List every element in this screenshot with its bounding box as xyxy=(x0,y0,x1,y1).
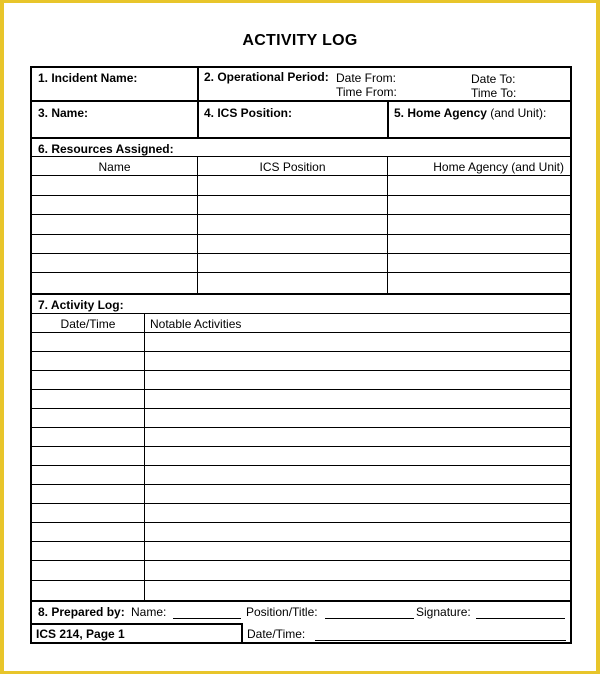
datetime-label: Date/Time: xyxy=(247,627,306,641)
home-agency-label xyxy=(394,106,546,120)
operational-period-label: 2. Operational Period: xyxy=(204,70,329,84)
resources-heading-rule xyxy=(32,156,570,157)
incident-name-label: 1. Incident Name: xyxy=(38,71,138,85)
name-label: 3. Name: xyxy=(38,106,89,120)
activity-log-heading: 7. Activity Log: xyxy=(38,298,124,312)
footer-id-divider xyxy=(241,623,243,642)
resources-col-ics-position: ICS Position xyxy=(259,160,326,174)
activity-row-rule xyxy=(32,427,570,428)
resources-row-rule xyxy=(32,195,570,196)
activity-col-datetime: Date/Time xyxy=(60,317,116,331)
resources-bottom xyxy=(32,293,570,295)
form-title: ACTIVITY LOG xyxy=(242,32,358,49)
row2-divider-a xyxy=(197,100,199,137)
ics-position-label: 4. ICS Position: xyxy=(204,106,293,120)
resources-row-rule xyxy=(32,272,570,273)
prepared-name-field[interactable] xyxy=(173,618,241,619)
signature-label: Signature: xyxy=(416,605,471,619)
home-agency-label-rest: (and Unit): xyxy=(490,106,547,120)
activity-bottom xyxy=(32,600,570,602)
activity-row-rule xyxy=(32,446,570,447)
activity-row-rule xyxy=(32,522,570,523)
row1-bottom xyxy=(32,100,570,102)
datetime-field[interactable] xyxy=(315,640,566,641)
resources-row-rule xyxy=(32,214,570,215)
prepared-name-label: Name: xyxy=(131,605,167,619)
position-title-label: Position/Title: xyxy=(246,605,318,619)
activity-log-heading-rule xyxy=(32,313,570,314)
row1-divider xyxy=(197,68,199,100)
time-from-label: Time From: xyxy=(336,85,397,99)
activity-row-rule xyxy=(32,484,570,485)
row2-bottom xyxy=(32,137,570,139)
row2-divider-b xyxy=(387,100,389,137)
signature-field[interactable] xyxy=(476,618,565,619)
activity-log-form xyxy=(30,66,572,644)
resources-heading: 6. Resources Assigned: xyxy=(38,142,174,156)
activity-row-rule xyxy=(32,408,570,409)
home-agency-label-bold: 5. Home Agency xyxy=(394,106,487,120)
activity-row-rule xyxy=(32,503,570,504)
prepared-by-label: 8. Prepared by: xyxy=(38,605,125,619)
position-title-field[interactable] xyxy=(325,618,414,619)
activity-row-rule xyxy=(32,580,570,581)
activity-col-notable: Notable Activities xyxy=(150,317,242,331)
resources-col-home-agency: Home Agency (and Unit) xyxy=(433,160,564,174)
activity-col-divider xyxy=(144,313,145,600)
time-to-label: Time To: xyxy=(471,86,517,100)
resources-row-rule xyxy=(32,175,570,176)
activity-row-rule xyxy=(32,332,570,333)
form-id-label: ICS 214, Page 1 xyxy=(36,627,125,641)
footer-id-top xyxy=(32,623,242,625)
activity-row-rule xyxy=(32,351,570,352)
activity-row-rule xyxy=(32,370,570,371)
resources-row-rule xyxy=(32,234,570,235)
resources-col-name: Name xyxy=(98,160,131,174)
activity-row-rule xyxy=(32,465,570,466)
activity-row-rule xyxy=(32,560,570,561)
date-from-label: Date From: xyxy=(336,71,397,85)
resources-row-rule xyxy=(32,253,570,254)
activity-row-rule xyxy=(32,541,570,542)
date-to-label: Date To: xyxy=(471,72,516,86)
activity-row-rule xyxy=(32,389,570,390)
